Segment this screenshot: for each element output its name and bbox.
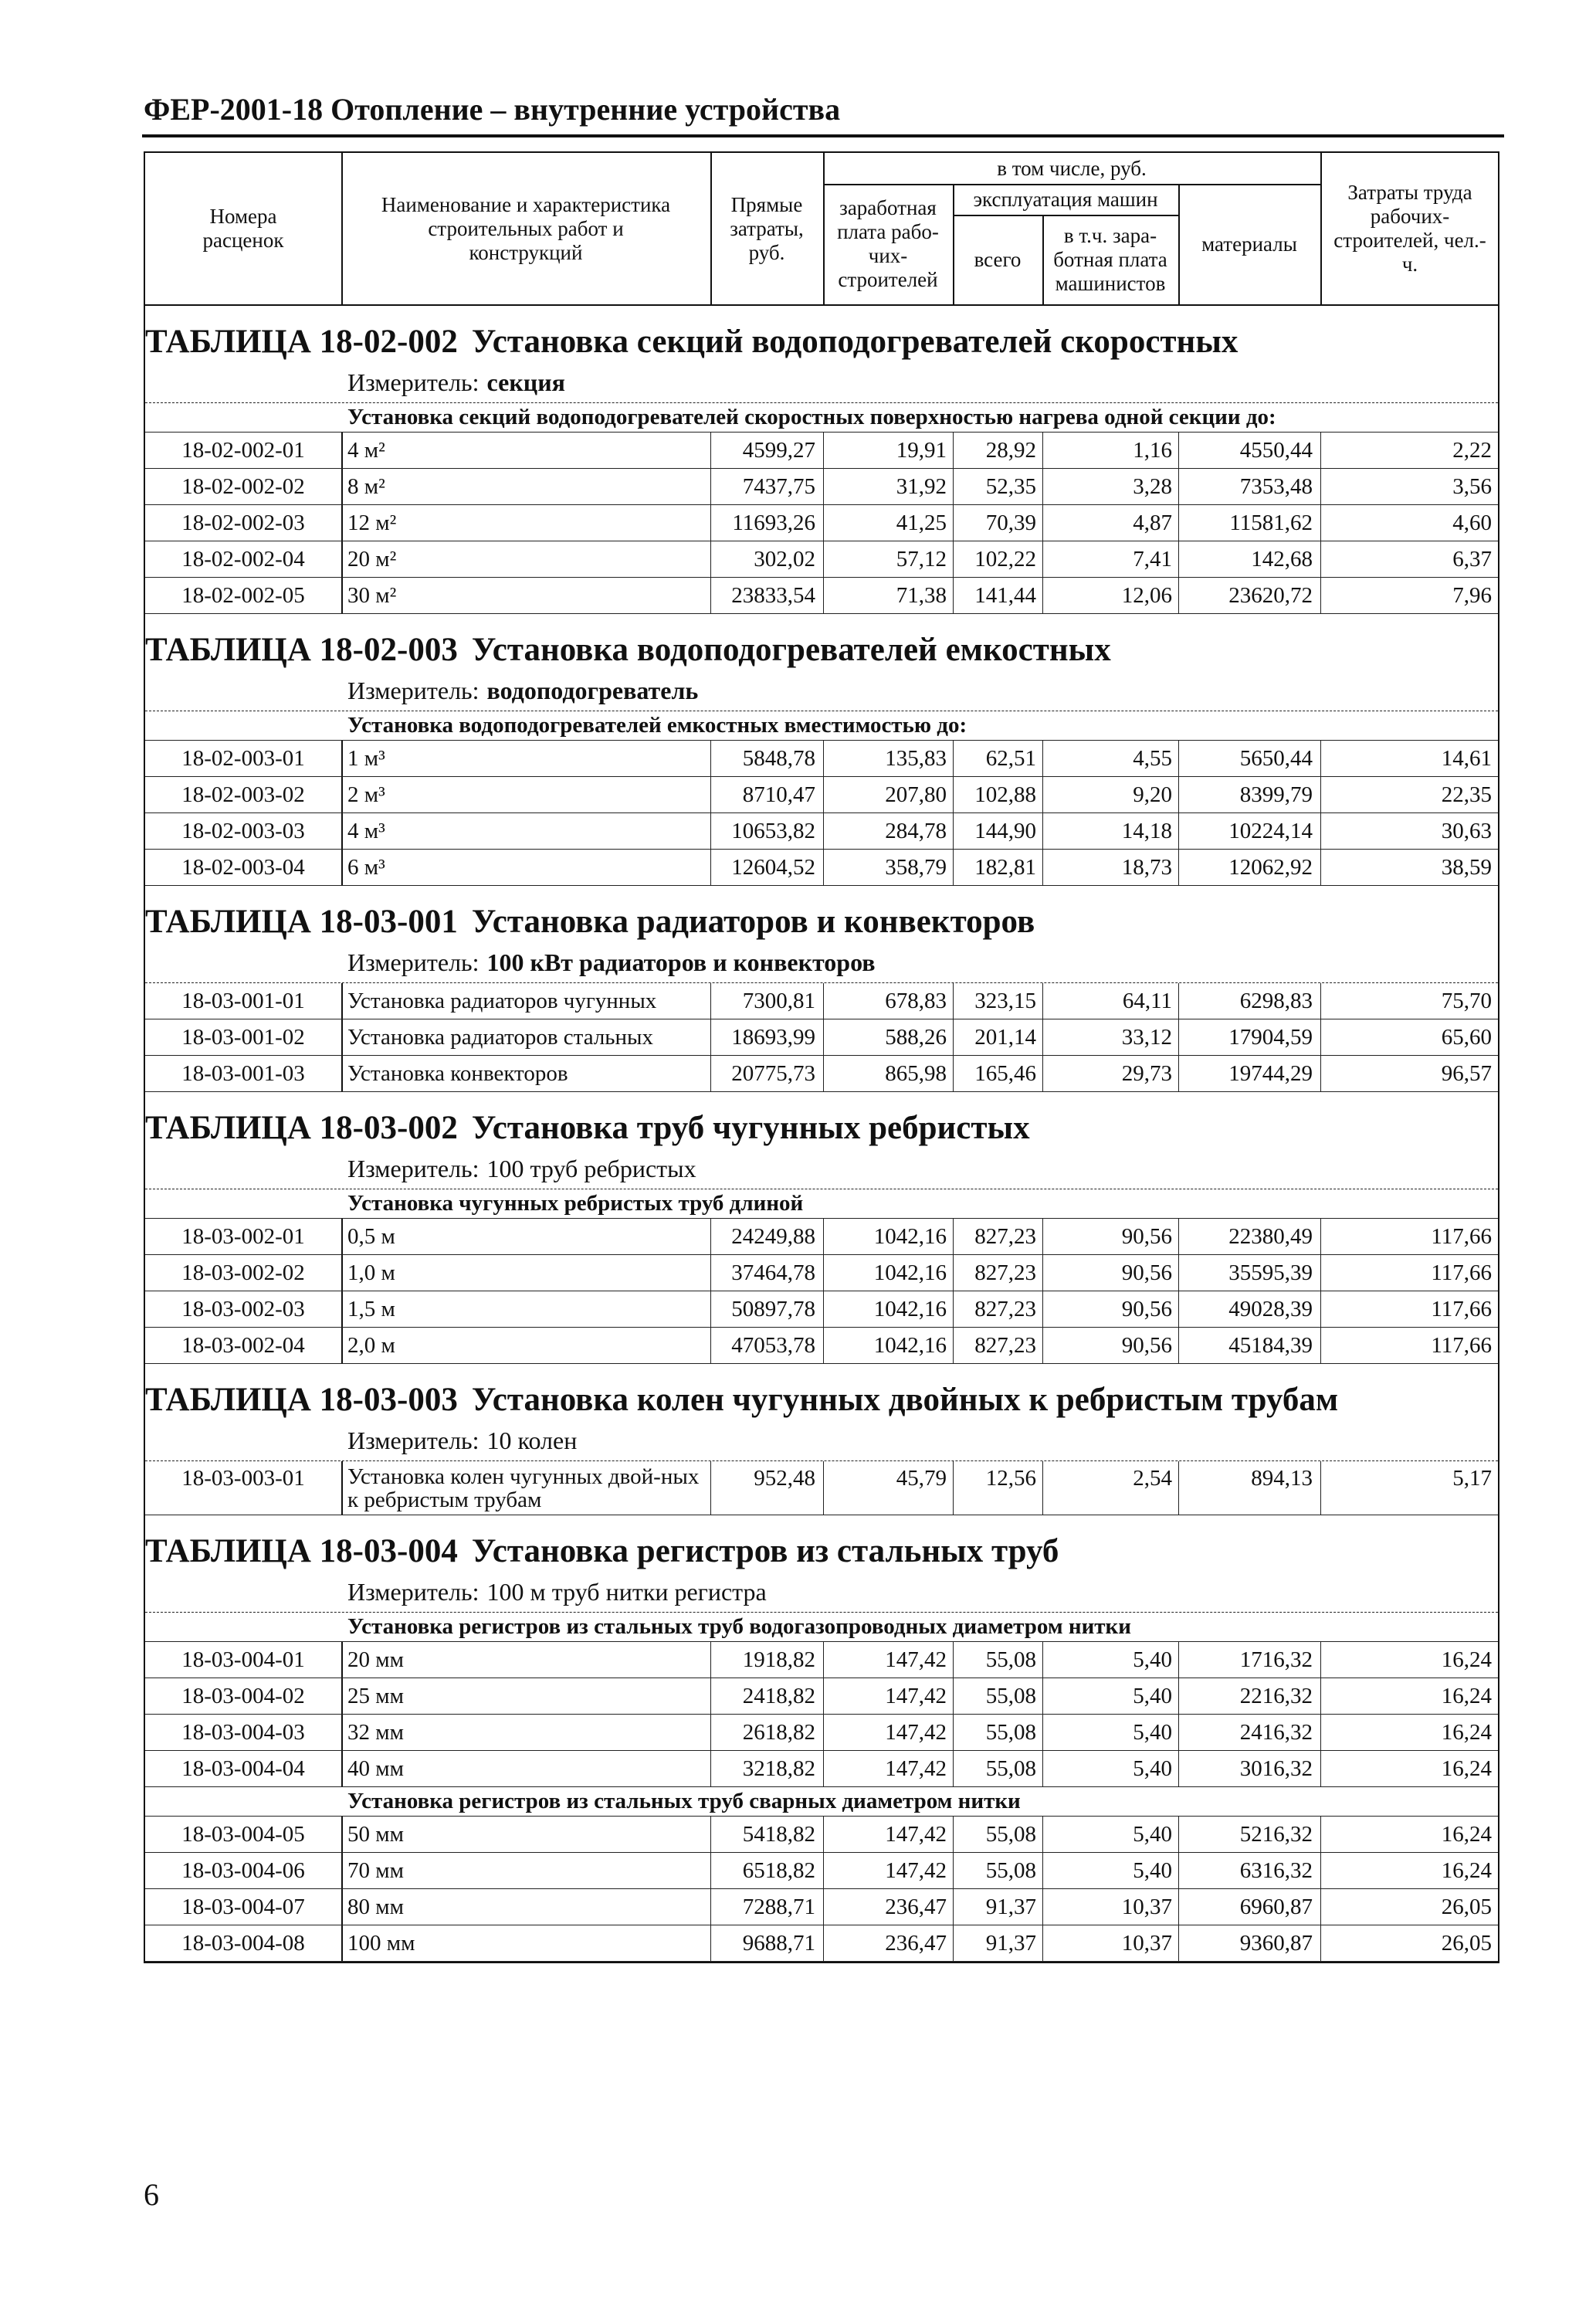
materials-cost: 4550,44 (1178, 433, 1320, 468)
rate-code: 18-03-004-06 (181, 1857, 305, 1883)
work-name: 0,5 м (341, 1219, 710, 1254)
group-caption: Установка регистров из стальных труб водогазопроводных диаметром нитки (145, 1613, 1498, 1642)
worker-wages: 1042,16 (823, 1291, 953, 1327)
work-name: 25 мм (341, 1678, 710, 1714)
labor-hours: 16,24 (1320, 1817, 1499, 1852)
labor-hours: 2,22 (1320, 433, 1499, 468)
rate-code: 18-02-002-02 (181, 473, 305, 499)
labor-hours: 4,60 (1320, 505, 1499, 541)
machines-total: 827,23 (953, 1219, 1042, 1254)
table-title (145, 306, 1498, 363)
machines-total: 141,44 (953, 578, 1042, 613)
direct-cost: 8710,47 (710, 777, 823, 812)
col-direct: Прямые затраты, руб. (730, 192, 804, 264)
measure-label: Измеритель: (347, 1578, 479, 1606)
rate-code: 18-03-002-01 (181, 1223, 305, 1249)
rate-code: 18-03-002-04 (181, 1332, 305, 1358)
table-heading: Установка труб чугунных ребристых (471, 1110, 1030, 1146)
machines-total: 323,15 (953, 983, 1042, 1019)
work-name: Установка колен чугунных двой-ных к ребристым трубам (341, 1461, 710, 1515)
machine-wages: 1,16 (1042, 433, 1178, 468)
machines-total: 182,81 (953, 850, 1042, 885)
table-row (145, 1291, 1498, 1328)
machine-wages: 5,40 (1042, 1678, 1178, 1714)
group-caption: Установка регистров из стальных труб сварных диаметром нитки (145, 1787, 1498, 1817)
labor-hours: 117,66 (1320, 1291, 1499, 1327)
table-row (145, 1817, 1498, 1853)
worker-wages: 45,79 (823, 1461, 953, 1515)
worker-wages: 207,80 (823, 777, 953, 812)
direct-cost: 4599,27 (710, 433, 823, 468)
worker-wages: 358,79 (823, 850, 953, 885)
table-row (145, 813, 1498, 850)
machines-total: 55,08 (953, 1715, 1042, 1750)
col-machines-total: всего (974, 247, 1022, 271)
table-heading: Установка водоподогревателей емкостных (471, 632, 1111, 668)
measure-label: Измеритель: (347, 368, 479, 396)
materials-cost: 49028,39 (1178, 1291, 1320, 1327)
table-row (145, 1219, 1498, 1255)
page-number: 6 (144, 2177, 159, 2212)
table-row (145, 1678, 1498, 1715)
table-heading: Установка радиаторов и конвекторов (471, 904, 1035, 940)
direct-cost: 6518,82 (710, 1853, 823, 1888)
labor-hours: 26,05 (1320, 1889, 1499, 1925)
work-name: 40 мм (341, 1751, 710, 1786)
measure-value: 100 м труб нитки регистра (486, 1578, 767, 1606)
table-row (145, 983, 1498, 1019)
work-name: 30 м² (341, 578, 710, 613)
work-name: 4 м³ (341, 813, 710, 849)
table-row (145, 505, 1498, 541)
direct-cost: 2418,82 (710, 1678, 823, 1714)
worker-wages: 19,91 (823, 433, 953, 468)
work-name: 70 мм (341, 1853, 710, 1888)
table-row (145, 578, 1498, 614)
machine-wages: 64,11 (1042, 983, 1178, 1019)
direct-cost: 20775,73 (710, 1056, 823, 1091)
worker-wages: 865,98 (823, 1056, 953, 1091)
measure-value: водоподогреватель (486, 677, 699, 704)
col-wages: заработная плата рабо-чих-строителей (837, 196, 939, 291)
materials-cost: 142,68 (1178, 541, 1320, 577)
labor-hours: 96,57 (1320, 1056, 1499, 1091)
rate-code: 18-02-002-04 (181, 546, 305, 572)
table-row (145, 1255, 1498, 1291)
machines-total: 55,08 (953, 1817, 1042, 1852)
labor-hours: 14,61 (1320, 741, 1499, 776)
work-name: 1,0 м (341, 1255, 710, 1291)
measure-unit (145, 363, 1498, 403)
measure-label: Измеритель: (347, 1426, 479, 1454)
table-row (145, 777, 1498, 813)
labor-hours: 38,59 (1320, 850, 1499, 885)
measure-unit (145, 943, 1498, 983)
table-row (145, 469, 1498, 505)
work-name: 32 мм (341, 1715, 710, 1750)
group-caption: Установка водоподогревателей емкостных вместимостью до: (145, 711, 1498, 741)
labor-hours: 22,35 (1320, 777, 1499, 812)
measure-label: Измеритель: (347, 1155, 479, 1182)
materials-cost: 35595,39 (1178, 1255, 1320, 1291)
rate-code: 18-02-003-02 (181, 782, 305, 807)
materials-cost: 6298,83 (1178, 983, 1320, 1019)
labor-hours: 16,24 (1320, 1678, 1499, 1714)
materials-cost: 45184,39 (1178, 1328, 1320, 1363)
measure-unit (145, 1572, 1498, 1613)
worker-wages: 236,47 (823, 1925, 953, 1961)
work-name: 4 м² (341, 433, 710, 468)
table-heading: Установка регистров из стальных труб (471, 1533, 1059, 1569)
machine-wages: 29,73 (1042, 1056, 1178, 1091)
col-machines-wages: в т.ч. зара-ботная плата машинистов (1053, 223, 1167, 295)
direct-cost: 1918,82 (710, 1642, 823, 1678)
table-title (145, 1092, 1498, 1149)
direct-cost: 9688,71 (710, 1925, 823, 1961)
labor-hours: 26,05 (1320, 1925, 1499, 1961)
table-row (145, 541, 1498, 578)
direct-cost: 5848,78 (710, 741, 823, 776)
worker-wages: 57,12 (823, 541, 953, 577)
worker-wages: 1042,16 (823, 1219, 953, 1254)
materials-cost: 17904,59 (1178, 1019, 1320, 1055)
machine-wages: 4,55 (1042, 741, 1178, 776)
measure-label: Измеритель: (347, 948, 479, 976)
rates-sheet (144, 151, 1499, 1963)
machine-wages: 5,40 (1042, 1715, 1178, 1750)
table-code: ТАБЛИЦА 18-03-002 (145, 1110, 458, 1146)
machine-wages: 5,40 (1042, 1817, 1178, 1852)
machines-total: 201,14 (953, 1019, 1042, 1055)
header-rule (142, 134, 1504, 137)
machines-total: 165,46 (953, 1056, 1042, 1091)
measure-unit (145, 671, 1498, 711)
work-name: 50 мм (341, 1817, 710, 1852)
machines-total: 70,39 (953, 505, 1042, 541)
machines-total: 55,08 (953, 1853, 1042, 1888)
measure-label: Измеритель: (347, 677, 479, 704)
machines-total: 144,90 (953, 813, 1042, 849)
rate-code: 18-03-004-04 (181, 1756, 305, 1781)
direct-cost: 12604,52 (710, 850, 823, 885)
direct-cost: 18693,99 (710, 1019, 823, 1055)
col-including: в том числе, руб. (997, 156, 1147, 180)
table-row (145, 1461, 1498, 1515)
labor-hours: 75,70 (1320, 983, 1499, 1019)
worker-wages: 1042,16 (823, 1255, 953, 1291)
table-title (145, 886, 1498, 943)
materials-cost: 19744,29 (1178, 1056, 1320, 1091)
table-row (145, 1715, 1498, 1751)
machine-wages: 5,40 (1042, 1751, 1178, 1786)
table-code: ТАБЛИЦА 18-03-001 (145, 904, 458, 940)
machine-wages: 10,37 (1042, 1889, 1178, 1925)
rate-table (145, 1364, 1498, 1515)
table-row (145, 850, 1498, 886)
worker-wages: 147,42 (823, 1853, 953, 1888)
table-title (145, 614, 1498, 671)
machine-wages: 9,20 (1042, 777, 1178, 812)
col-labor: Затраты труда рабочих-строителей, чел.-ч. (1333, 181, 1486, 276)
machines-total: 55,08 (953, 1642, 1042, 1678)
worker-wages: 284,78 (823, 813, 953, 849)
group-caption: Установка чугунных ребристых труб длиной (145, 1189, 1498, 1219)
direct-cost: 47053,78 (710, 1328, 823, 1363)
worker-wages: 147,42 (823, 1817, 953, 1852)
machines-total: 102,88 (953, 777, 1042, 812)
rate-code: 18-02-002-03 (181, 510, 305, 535)
materials-cost: 2416,32 (1178, 1715, 1320, 1750)
direct-cost: 3218,82 (710, 1751, 823, 1786)
materials-cost: 5216,32 (1178, 1817, 1320, 1852)
measure-value: 10 колен (486, 1426, 578, 1454)
col-machines: эксплуатация машин (973, 187, 1158, 211)
rate-table (145, 1515, 1498, 1962)
direct-cost: 37464,78 (710, 1255, 823, 1291)
rate-table (145, 614, 1498, 886)
worker-wages: 147,42 (823, 1678, 953, 1714)
work-name: 1,5 м (341, 1291, 710, 1327)
measure-value: 100 кВт радиаторов и конвекторов (486, 948, 876, 976)
machines-total: 12,56 (953, 1461, 1042, 1515)
machine-wages: 18,73 (1042, 850, 1178, 885)
direct-cost: 7300,81 (710, 983, 823, 1019)
machine-wages: 10,37 (1042, 1925, 1178, 1961)
rate-code: 18-03-004-03 (181, 1719, 305, 1745)
machine-wages: 90,56 (1042, 1255, 1178, 1291)
table-row (145, 1853, 1498, 1889)
col-code: Номера расценок (202, 205, 284, 252)
labor-hours: 65,60 (1320, 1019, 1499, 1055)
work-name: 2 м³ (341, 777, 710, 812)
materials-cost: 11581,62 (1178, 505, 1320, 541)
direct-cost: 7288,71 (710, 1889, 823, 1925)
materials-cost: 3016,32 (1178, 1751, 1320, 1786)
rate-table (145, 886, 1498, 1092)
rate-code: 18-03-004-02 (181, 1683, 305, 1708)
direct-cost: 24249,88 (710, 1219, 823, 1254)
work-name: Установка конвекторов (341, 1056, 710, 1091)
materials-cost: 23620,72 (1178, 578, 1320, 613)
materials-cost: 1716,32 (1178, 1642, 1320, 1678)
col-name: Наименование и характеристика строительных работ и конструкций (381, 192, 671, 264)
machine-wages: 90,56 (1042, 1291, 1178, 1327)
labor-hours: 16,24 (1320, 1642, 1499, 1678)
direct-cost: 2618,82 (710, 1715, 823, 1750)
tables-body (145, 306, 1498, 1962)
direct-cost: 23833,54 (710, 578, 823, 613)
table-row (145, 1642, 1498, 1678)
table-title (145, 1364, 1498, 1421)
labor-hours: 6,37 (1320, 541, 1499, 577)
rate-code: 18-02-003-03 (181, 818, 305, 843)
measure-value: секция (486, 368, 565, 396)
materials-cost: 10224,14 (1178, 813, 1320, 849)
table-code: ТАБЛИЦА 18-02-003 (145, 632, 458, 668)
work-name: 6 м³ (341, 850, 710, 885)
labor-hours: 7,96 (1320, 578, 1499, 613)
machine-wages: 5,40 (1042, 1642, 1178, 1678)
work-name: 1 м³ (341, 741, 710, 776)
measure-unit (145, 1421, 1498, 1461)
rate-code: 18-02-003-01 (181, 745, 305, 771)
labor-hours: 117,66 (1320, 1219, 1499, 1254)
worker-wages: 41,25 (823, 505, 953, 541)
machine-wages: 5,40 (1042, 1853, 1178, 1888)
worker-wages: 31,92 (823, 469, 953, 504)
table-row (145, 1019, 1498, 1056)
table-code: ТАБЛИЦА 18-03-003 (145, 1382, 458, 1418)
work-name: 80 мм (341, 1889, 710, 1925)
machine-wages: 2,54 (1042, 1461, 1178, 1515)
worker-wages: 588,26 (823, 1019, 953, 1055)
work-name: Установка радиаторов чугунных (341, 983, 710, 1019)
worker-wages: 147,42 (823, 1751, 953, 1786)
table-title (145, 1515, 1498, 1572)
materials-cost: 894,13 (1178, 1461, 1320, 1515)
materials-cost: 9360,87 (1178, 1925, 1320, 1961)
rate-code: 18-03-002-03 (181, 1296, 305, 1321)
work-name: 20 мм (341, 1642, 710, 1678)
labor-hours: 30,63 (1320, 813, 1499, 849)
direct-cost: 50897,78 (710, 1291, 823, 1327)
worker-wages: 71,38 (823, 578, 953, 613)
table-row (145, 1056, 1498, 1092)
machines-total: 827,23 (953, 1255, 1042, 1291)
worker-wages: 147,42 (823, 1715, 953, 1750)
machines-total: 91,37 (953, 1925, 1042, 1961)
table-heading: Установка секций водоподогревателей скоростных (471, 324, 1239, 360)
materials-cost: 22380,49 (1178, 1219, 1320, 1254)
table-code: ТАБЛИЦА 18-03-004 (145, 1533, 458, 1569)
running-header: ФЕР-2001-18 Отопление – внутренние устройства (144, 92, 841, 127)
direct-cost: 952,48 (710, 1461, 823, 1515)
machine-wages: 33,12 (1042, 1019, 1178, 1055)
direct-cost: 10653,82 (710, 813, 823, 849)
worker-wages: 236,47 (823, 1889, 953, 1925)
column-header (145, 153, 1498, 306)
machine-wages: 7,41 (1042, 541, 1178, 577)
materials-cost: 12062,92 (1178, 850, 1320, 885)
machines-total: 91,37 (953, 1889, 1042, 1925)
machine-wages: 90,56 (1042, 1219, 1178, 1254)
group-caption: Установка секций водоподогревателей скоростных поверхностью нагрева одной секции до: (145, 403, 1498, 433)
table-code: ТАБЛИЦА 18-02-002 (145, 324, 458, 360)
labor-hours: 16,24 (1320, 1715, 1499, 1750)
table-row (145, 433, 1498, 469)
rate-table (145, 306, 1498, 614)
materials-cost: 5650,44 (1178, 741, 1320, 776)
machines-total: 62,51 (953, 741, 1042, 776)
work-name: 8 м² (341, 469, 710, 504)
machine-wages: 90,56 (1042, 1328, 1178, 1363)
rate-code: 18-03-001-03 (181, 1060, 305, 1086)
rate-code: 18-03-001-02 (181, 1024, 305, 1050)
worker-wages: 147,42 (823, 1642, 953, 1678)
table-row (145, 1889, 1498, 1925)
rate-code: 18-02-002-01 (181, 437, 305, 463)
labor-hours: 5,17 (1320, 1461, 1499, 1515)
work-name: 2,0 м (341, 1328, 710, 1363)
rate-table (145, 1092, 1498, 1364)
labor-hours: 117,66 (1320, 1328, 1499, 1363)
work-name: 12 м² (341, 505, 710, 541)
rate-code: 18-03-004-05 (181, 1821, 305, 1847)
worker-wages: 135,83 (823, 741, 953, 776)
work-name: 100 мм (341, 1925, 710, 1961)
labor-hours: 3,56 (1320, 469, 1499, 504)
table-row (145, 1328, 1498, 1364)
rate-code: 18-03-003-01 (181, 1466, 305, 1491)
materials-cost: 8399,79 (1178, 777, 1320, 812)
machines-total: 827,23 (953, 1291, 1042, 1327)
col-materials: материалы (1201, 232, 1297, 256)
machine-wages: 14,18 (1042, 813, 1178, 849)
materials-cost: 2216,32 (1178, 1678, 1320, 1714)
machine-wages: 3,28 (1042, 469, 1178, 504)
rate-code: 18-03-002-02 (181, 1260, 305, 1285)
rate-code: 18-03-001-01 (181, 988, 305, 1013)
machines-total: 827,23 (953, 1328, 1042, 1363)
labor-hours: 117,66 (1320, 1255, 1499, 1291)
direct-cost: 5418,82 (710, 1817, 823, 1852)
rate-code: 18-03-004-08 (181, 1930, 305, 1956)
table-row (145, 1925, 1498, 1962)
machines-total: 55,08 (953, 1751, 1042, 1786)
rate-code: 18-03-004-07 (181, 1894, 305, 1919)
machines-total: 28,92 (953, 433, 1042, 468)
worker-wages: 1042,16 (823, 1328, 953, 1363)
measure-unit (145, 1149, 1498, 1189)
materials-cost: 6960,87 (1178, 1889, 1320, 1925)
table-row (145, 1751, 1498, 1787)
work-name: Установка радиаторов стальных (341, 1019, 710, 1055)
machines-total: 55,08 (953, 1678, 1042, 1714)
table-heading: Установка колен чугунных двойных к ребристым трубам (471, 1382, 1339, 1418)
labor-hours: 16,24 (1320, 1751, 1499, 1786)
work-name: 20 м² (341, 541, 710, 577)
rate-code: 18-02-003-04 (181, 854, 305, 880)
materials-cost: 6316,32 (1178, 1853, 1320, 1888)
worker-wages: 678,83 (823, 983, 953, 1019)
machines-total: 52,35 (953, 469, 1042, 504)
table-row (145, 741, 1498, 777)
machines-total: 102,22 (953, 541, 1042, 577)
measure-value: 100 труб ребристых (486, 1155, 696, 1182)
direct-cost: 7437,75 (710, 469, 823, 504)
direct-cost: 302,02 (710, 541, 823, 577)
direct-cost: 11693,26 (710, 505, 823, 541)
machine-wages: 4,87 (1042, 505, 1178, 541)
rate-code: 18-02-002-05 (181, 582, 305, 608)
labor-hours: 16,24 (1320, 1853, 1499, 1888)
machine-wages: 12,06 (1042, 578, 1178, 613)
materials-cost: 7353,48 (1178, 469, 1320, 504)
rate-code: 18-03-004-01 (181, 1647, 305, 1672)
